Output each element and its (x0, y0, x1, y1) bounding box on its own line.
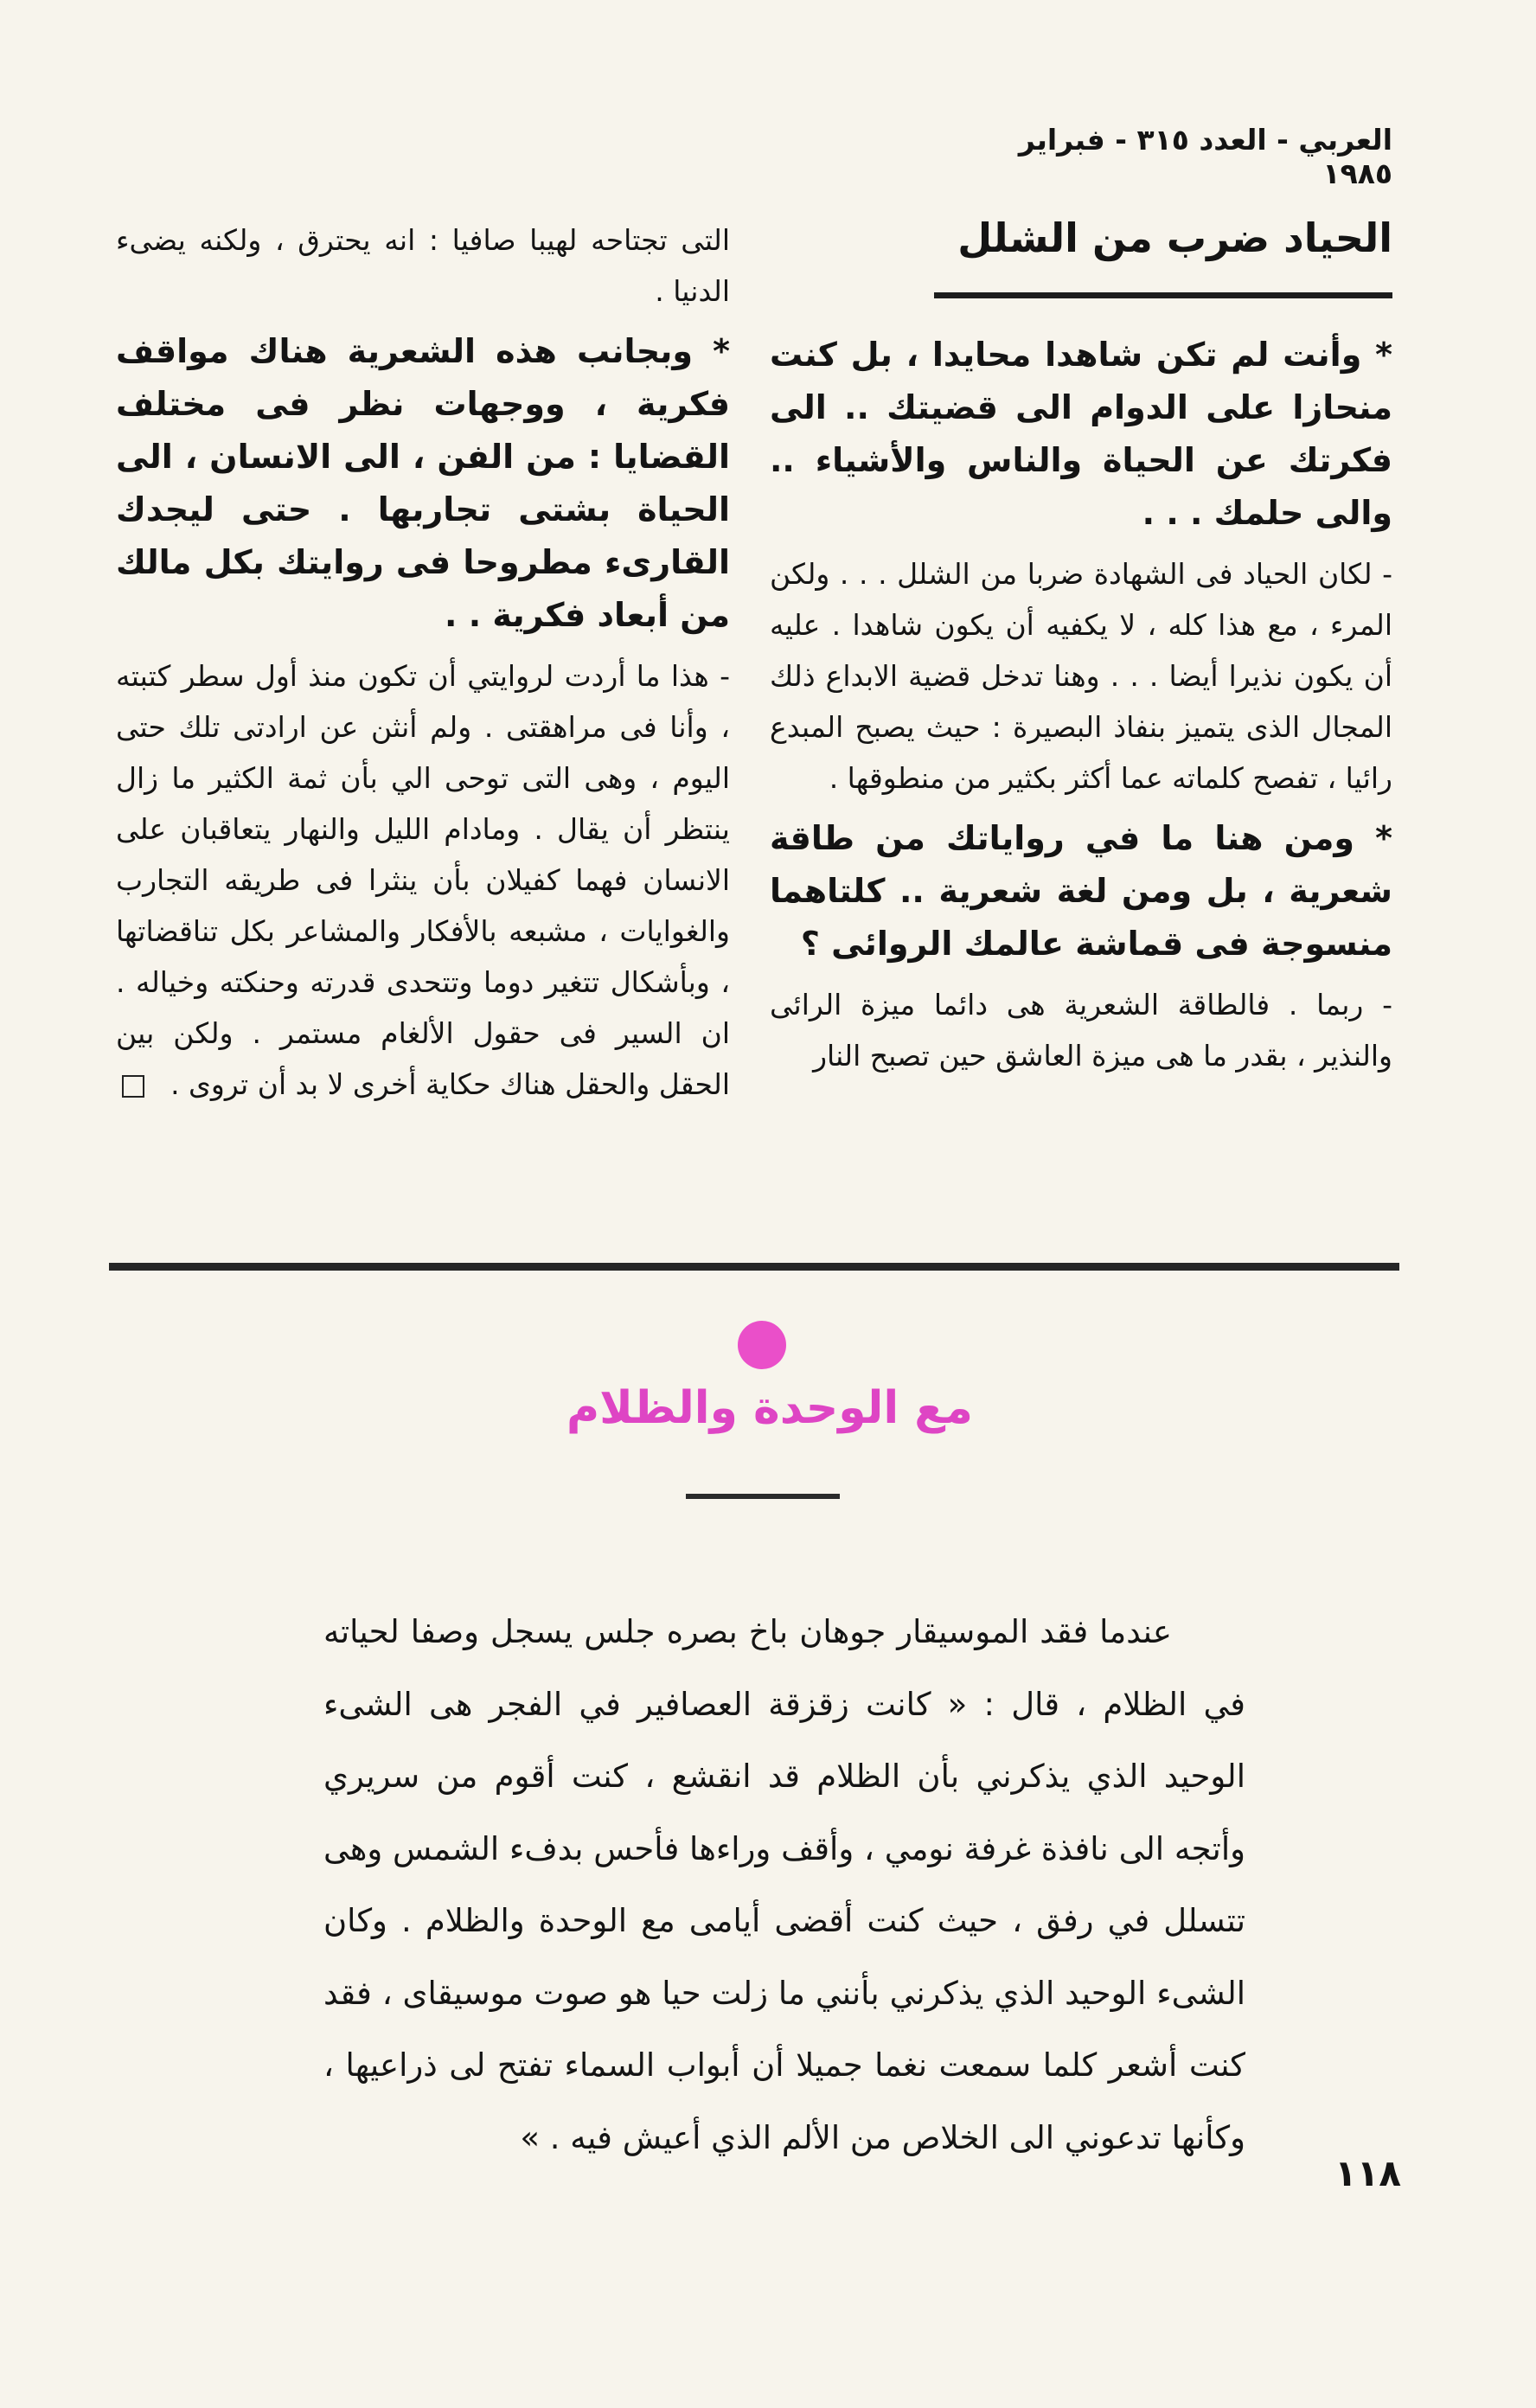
running-head: العربي - العدد ٣١٥ - فبراير ١٩٨٥ (1018, 123, 1392, 190)
left-column (116, 215, 730, 1118)
answer-paragraph: - لكان الحياد فى الشهادة ضربا من الشلل . . . ولكن المرء ، مع هذا كله ، لا يكفيه أن يكون شاهدا . عليه أن يكون نذيرا أيضا . . . وهنا تدخل قضية الابداع ذلك المجال الذى يتميز بنفاذ البصيرة : حيث يصبح المبدع رائيا ، تفصح كلماته عما أكثر بكثير من منطوقها . (770, 557, 1392, 795)
section-title-underline (934, 292, 1392, 298)
question-paragraph: * وأنت لم تكن شاهدا محايدا ، بل كنت منحازا على الدوام الى قضيتك .. الى فكرتك عن الحياة والناس والأشياء .. والى حلمك . . . (770, 336, 1392, 532)
answer-paragraph: التى تجتاحه لهيبا صافيا : انه يحترق ، ولكنه يضىء الدنيا . (116, 223, 730, 308)
story-paragraph: عندما فقد الموسيقار جوهان باخ بصره جلس يسجل وصفا لحياته في الظلام ، قال : « كانت زقزقة العصافير في الفجر هى الشىء الوحيد الذي يذكرني بأن الظلام قد انقشع ، كنت أقوم من سريري وأتجه الى نافذة غرفة نومي ، وأقف وراءها فأحس بدفء الشمس وهى تتسلل في رفق ، حيث كنت أقضى أيامى مع الوحدة والظلام . وكان الشىء الوحيد الذي يذكرني بأنني ما زلت حيا هو صوت موسيقاى ، فقد كنت أشعر كلما سمعت نغما جميلا أن أبواب السماء تفتح لى ذراعيها ، وكأنها تدعوني الى الخلاص من الألم الذي أعيش فيه . » (323, 1613, 1245, 2156)
question-paragraph: * وبجانب هذه الشعرية هناك مواقف فكرية ، ووجهات نظر فى مختلف القضايا : من الفن ، الى الانسان ، الى الحياة بشتى تجاربها . حتى ليجدك القارىء مطروحا فى روايتك بكل مالك من أبعاد فكرية . . (116, 332, 730, 634)
story-title-underline (686, 1494, 840, 1499)
right-column (770, 329, 1392, 1090)
end-of-article-box-icon (122, 1075, 144, 1098)
answer-paragraph: - ربما . فالطاقة الشعرية هى دائما ميزة الرائى والنذير ، بقدر ما هى ميزة العاشق حين تصبح النار (770, 988, 1392, 1073)
page-number: ١١٨ (1334, 2152, 1401, 2194)
answer-text: - هذا ما أردت لروايتي أن تكون منذ أول سطر كتبته ، وأنا فى مراهقتى . ولم أنثن عن ارادتى تلك حتى اليوم ، وهى التى توحى الي بأن ثمة الكثير ما زال ينتظر أن يقال . ومادام الليل والنهار يتعاقبان على الانسان فهما كفيلان بأن ينثرا فى طريقه التجارب والغوايات ، مشبعه بالأفكار والمشاعر بكل تناقضاتها ، وبأشكال تتغير دوما وتتحدى قدرته وحنكته وخياله . ان السير فى حقول الألغام مستمر . ولكن بين الحقل والحقل هناك حكاية أخرى لا بد أن تروى . (116, 659, 730, 1101)
story-title: مع الوحدة والظلام (566, 1382, 973, 1434)
question-paragraph: * ومن هنا ما في رواياتك من طاقة شعرية ، بل ومن لغة شعرية .. كلتاهما منسوجة فى قماشة عالمك الروائى ؟ (770, 819, 1392, 963)
answer-paragraph (116, 650, 730, 1110)
section-title: الحياد ضرب من الشلل (957, 215, 1392, 261)
story-body (323, 1596, 1245, 2174)
section-divider (109, 1263, 1399, 1271)
pink-dot-icon (738, 1321, 786, 1369)
